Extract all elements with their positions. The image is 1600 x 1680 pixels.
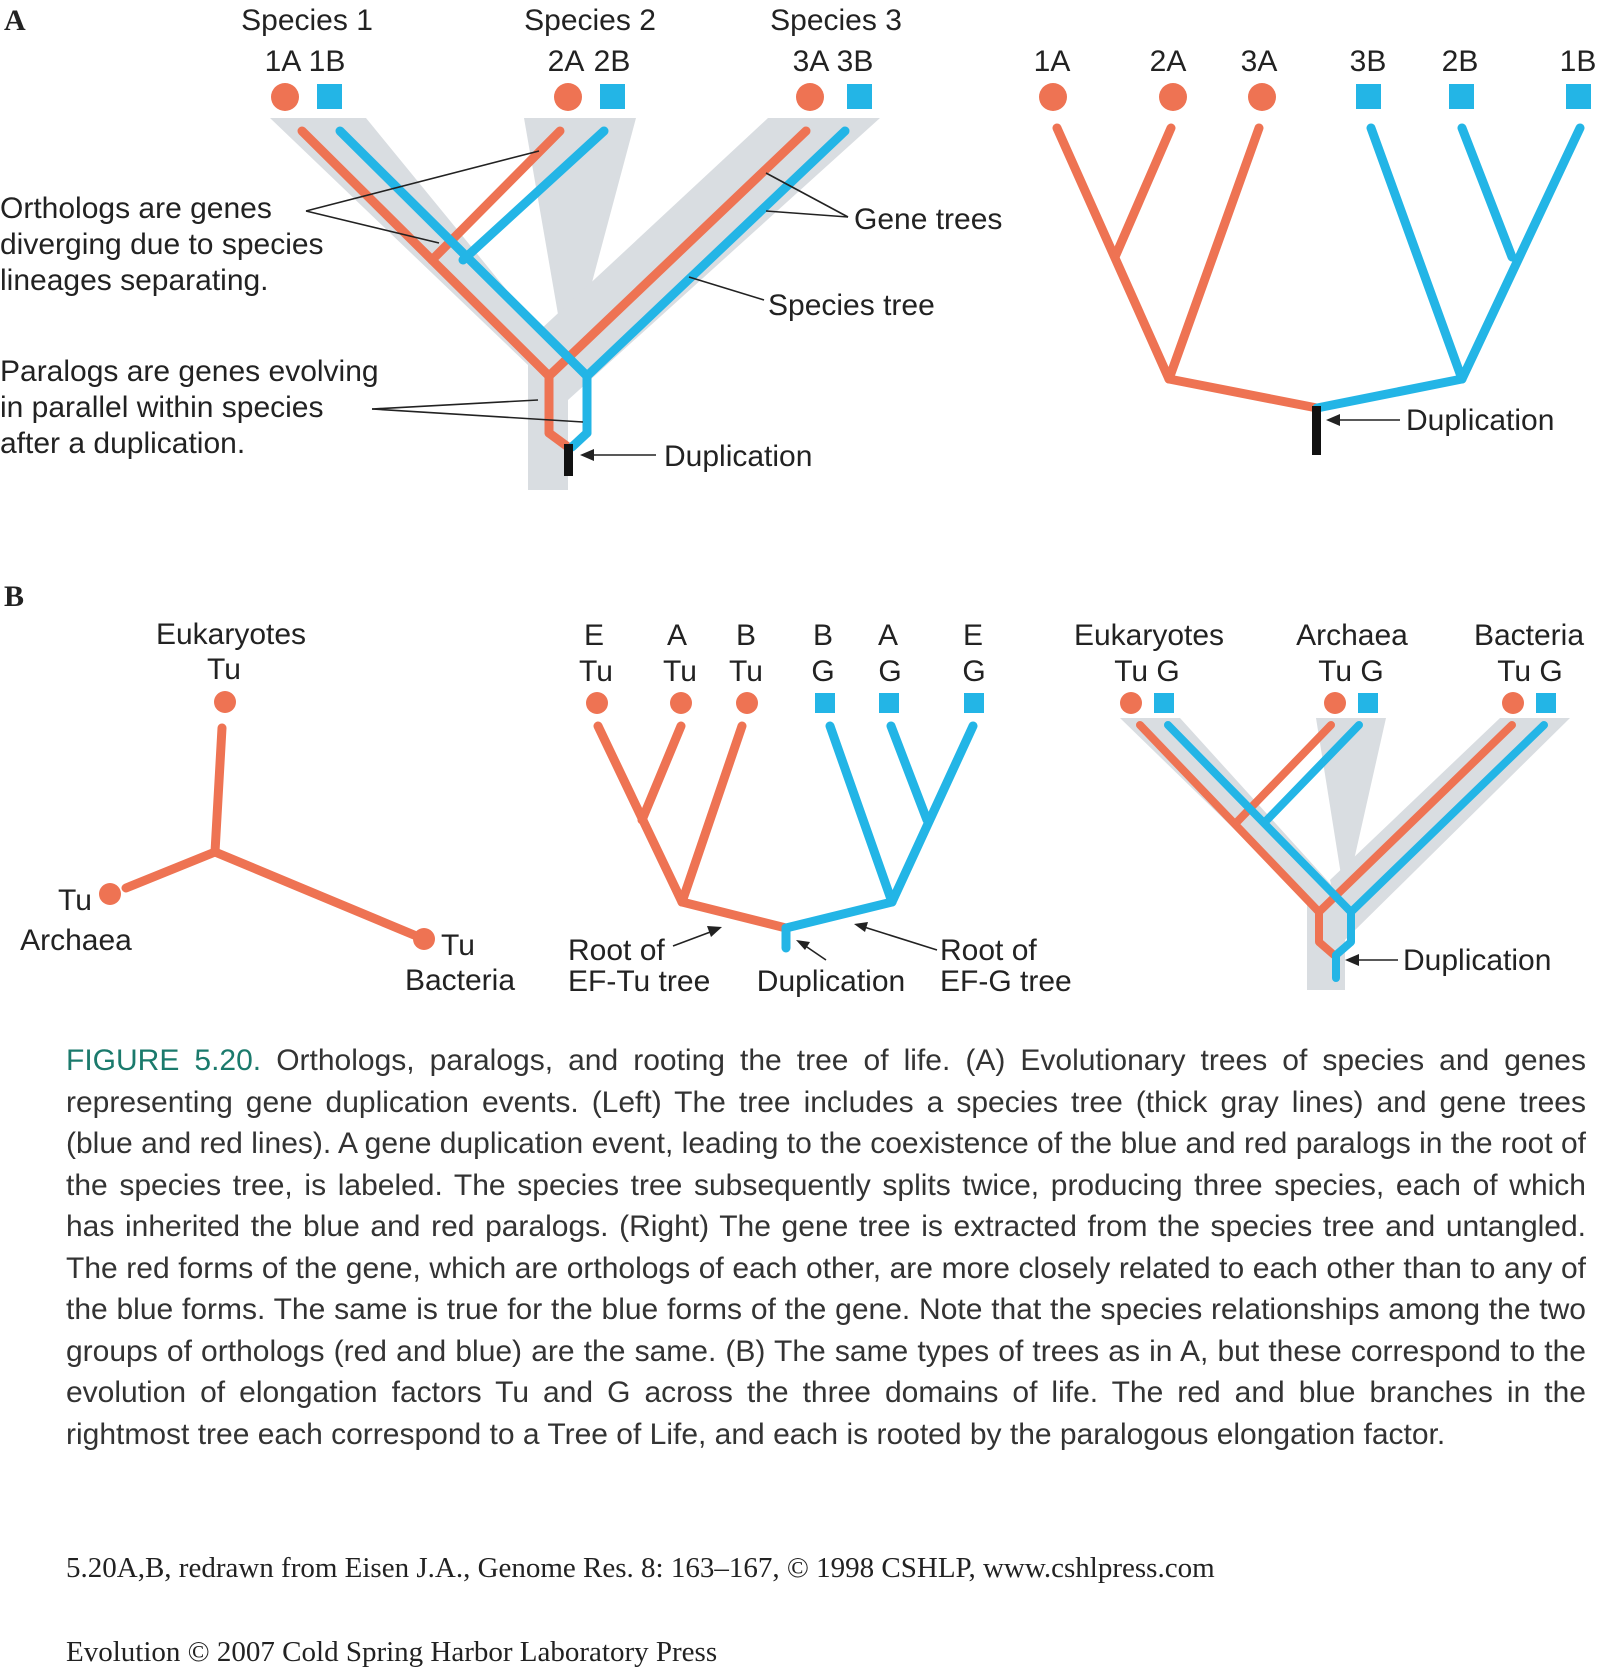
gene-tip-2A-right	[1159, 83, 1187, 111]
archaea-g-tip	[1358, 693, 1378, 713]
svg-text:lineages separating.: lineages separating.	[0, 264, 269, 297]
gene-label-2B: 2B	[593, 45, 631, 78]
tip-B-Tu	[736, 692, 758, 714]
duplication-label-a-right: Duplication	[1406, 404, 1555, 437]
bacteria-g-tip	[1536, 693, 1556, 713]
duplication-label-b-species: Duplication	[1403, 944, 1552, 977]
eukaryotes-domain-label: Eukaryotes	[1073, 619, 1225, 652]
svg-text:after a duplication.: after a duplication.	[0, 427, 246, 460]
species-tree-label: Species tree	[768, 289, 935, 322]
duplication-arrow-b-rooted	[796, 940, 826, 960]
root-ef-g-arrow	[854, 922, 937, 950]
gene-label-A-Tu: Tu	[663, 655, 697, 688]
species-2-label: Species 2	[524, 4, 656, 37]
archaea-domain-label: Archaea	[1296, 619, 1408, 652]
duplication-marker-a-left	[564, 444, 573, 476]
archaea-gene-label: Tu	[58, 884, 92, 917]
species-tree-pointer-line	[689, 277, 764, 300]
red-gene-tree-a-right	[1057, 128, 1317, 408]
svg-text:in parallel within species: in parallel within species	[0, 391, 324, 424]
gene-label-B-Tu: Tu	[729, 655, 763, 688]
duplication-arrow-a-right	[1326, 414, 1400, 426]
bacteria-domain-label: Bacteria	[1473, 619, 1585, 652]
figure-caption	[66, 1040, 1586, 1455]
species-3-label: Species 3	[770, 4, 902, 37]
domain-label-E-Tu: E	[583, 619, 605, 652]
bacteria-gene-label: Tu	[441, 929, 475, 962]
gene-label-1A: 1A	[264, 45, 302, 78]
svg-text:Orthologs are genes: Orthologs are genes	[0, 192, 272, 225]
svg-text:Paralogs are genes evolving: Paralogs are genes evolving	[0, 355, 379, 388]
tip-A-Tu	[670, 692, 692, 714]
paralogs-note	[0, 355, 379, 460]
duplication-marker-a-right	[1312, 406, 1321, 455]
gene-tip-1B	[317, 84, 342, 109]
gene-trees-label: Gene trees	[854, 203, 1003, 236]
tip-B-G	[815, 693, 835, 713]
blue-gene-tree-a-right	[1317, 128, 1580, 408]
panel-b-label: B	[4, 580, 25, 613]
gene-label-B-G: G	[811, 655, 835, 688]
duplication-label-a-left: Duplication	[664, 440, 813, 473]
ef-tu-tree	[598, 726, 786, 928]
unrooted-tree	[126, 728, 414, 935]
root-ef-g-label-line2: EF-G tree	[940, 965, 1072, 998]
eukaryotes-tu-tip	[1120, 692, 1142, 714]
gene-label-3B: 3B	[836, 45, 874, 78]
eukaryotes-gene-label: Tu	[207, 653, 241, 686]
figure-credit: 5.20A,B, redrawn from Eisen J.A., Genome Res. 8: 163–167, © 1998 CSHLP, www.cshlpress.com	[66, 1552, 1215, 1584]
tip-A-G	[879, 693, 899, 713]
gene-label-1A-right: 1A	[1033, 45, 1071, 78]
eukaryotes-tip	[214, 691, 236, 713]
archaea-label: Archaea	[20, 924, 132, 957]
gene-tip-3A	[796, 83, 824, 111]
gene-tip-2A	[554, 83, 582, 111]
tip-E-Tu	[586, 692, 608, 714]
gene-label-3A: 3A	[792, 45, 830, 78]
domain-label-E-G: E	[962, 619, 984, 652]
orthologs-note	[0, 192, 324, 297]
gene-tip-3B	[847, 84, 872, 109]
duplication-arrow-a-left	[580, 449, 656, 461]
gene-label-2A-right: 2A	[1149, 45, 1187, 78]
archaea-tip	[99, 883, 121, 905]
caption-text: Orthologs, paralogs, and rooting the tree of life. (A) Evolutionary trees of species and genes representing gene duplication events. (Left) The tree includes a species tree (thick gray lines) and gene trees (blue and red lines). A gene duplication event, leading to the coexistence of the blue and red paralogs in the root of the species tree, is labeled. The species tree subsequently splits twice, producing three species, each of which has inherited the blue and red paralogs. (Right) The gene tree is extracted from the species tree and untangled. The red forms of the gene, which are orthologs of each other, are more closely related to each other than to any of the blue forms. The same is true for the blue forms of the gene. Note that the species relationships among the two groups of orthologs (red and blue) are the same. (B) The same types of trees as in A, but these correspond to the evolution of elongation factors Tu and G across the three domains of life. The red and blue branches in the rightmost tree each correspond to a Tree of Life, and each is rooted by the paralogous elongation factor.	[66, 1044, 1586, 1451]
bacteria-tu-tip	[1502, 692, 1524, 714]
bacteria-tip	[413, 928, 435, 950]
gene-tip-3B-right	[1356, 84, 1381, 109]
panel-a-label: A	[4, 4, 26, 37]
gene-label-E-Tu: Tu	[579, 655, 613, 688]
root-ef-tu-label-line2: EF-Tu tree	[568, 965, 711, 998]
gene-label-A-G: G	[878, 655, 902, 688]
duplication-label-b-rooted: Duplication	[756, 965, 906, 998]
root-ef-tu-arrow	[673, 926, 722, 946]
gene-tip-1B-right	[1566, 84, 1591, 109]
archaea-tu-tip	[1324, 692, 1346, 714]
gene-tip-1A	[271, 83, 299, 111]
gene-label-2B-right: 2B	[1441, 45, 1479, 78]
root-ef-g-label-line1: Root of	[940, 934, 1037, 967]
ef-g-tree	[786, 726, 973, 948]
eukaryotes-label: Eukaryotes	[155, 618, 307, 651]
gene-tip-1A-right	[1039, 83, 1067, 111]
gene-label-3B-right: 3B	[1349, 45, 1387, 78]
copyright-line: Evolution © 2007 Cold Spring Harbor Laboratory Press	[66, 1636, 718, 1668]
gene-label-2A: 2A	[547, 45, 585, 78]
figure-number: FIGURE 5.20.	[66, 1044, 262, 1077]
gene-label-1B: 1B	[308, 45, 346, 78]
archaea-gene-pair-label: Tu G	[1318, 655, 1384, 688]
gene-label-E-G: G	[962, 655, 986, 688]
gene-tip-3A-right	[1248, 83, 1276, 111]
species-1-label: Species 1	[241, 4, 373, 37]
domain-label-B-Tu: B	[735, 619, 757, 652]
gene-label-1B-right: 1B	[1559, 45, 1597, 78]
root-ef-tu-label-line1: Root of	[568, 934, 665, 967]
bacteria-label: Bacteria	[404, 964, 516, 997]
eukaryotes-g-tip	[1154, 693, 1174, 713]
tip-E-G	[964, 693, 984, 713]
domain-label-B-G: B	[812, 619, 834, 652]
gene-tip-2B-right	[1449, 84, 1474, 109]
bacteria-gene-pair-label: Tu G	[1497, 655, 1563, 688]
duplication-arrow-b-species	[1345, 954, 1398, 966]
svg-text:diverging due to species: diverging due to species	[0, 228, 324, 261]
gene-tip-2B	[600, 84, 625, 109]
gene-label-3A-right: 3A	[1240, 45, 1278, 78]
eukaryotes-gene-pair-label: Tu G	[1114, 655, 1180, 688]
domain-label-A-Tu: A	[666, 619, 688, 652]
domain-label-A-G: A	[877, 619, 899, 652]
